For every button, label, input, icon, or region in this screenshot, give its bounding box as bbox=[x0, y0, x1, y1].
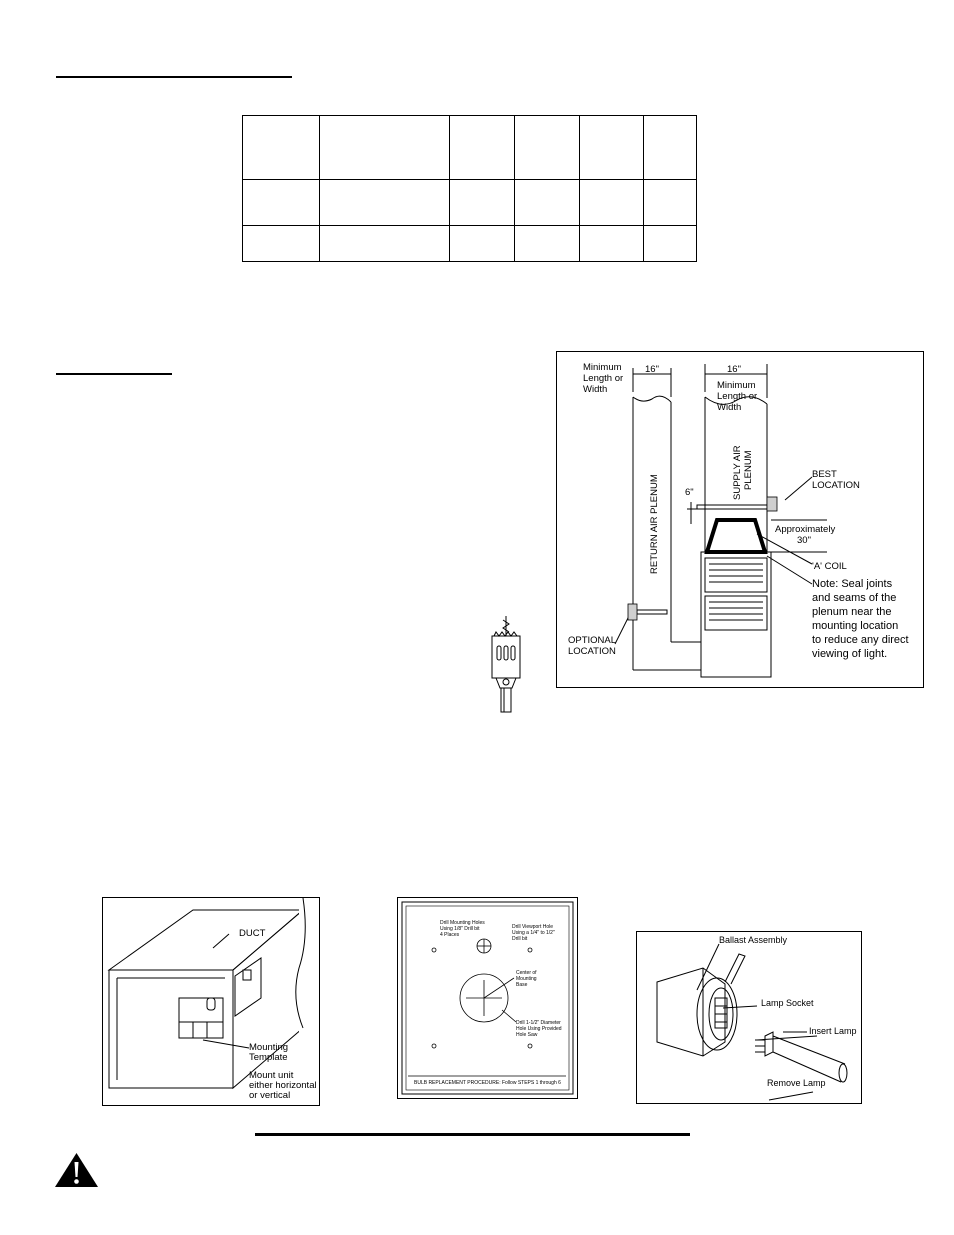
remove-label: Remove Lamp bbox=[767, 1078, 826, 1088]
heading-underline-top bbox=[56, 76, 292, 78]
center-label-1: Center of bbox=[516, 970, 537, 976]
table-cell bbox=[320, 116, 450, 180]
drill-viewport-2: Using a 1/4" to 1/2" bbox=[512, 930, 555, 936]
min-length-left-2: Length or bbox=[583, 373, 624, 384]
table-cell bbox=[515, 180, 580, 226]
table-cell bbox=[243, 226, 320, 262]
mount-unit-1: Mount unit bbox=[249, 1070, 294, 1081]
template-footer: BULB REPLACEMENT PROCEDURE: Follow STEPS 1 through 6 bbox=[414, 1080, 561, 1086]
center-label-2: Mounting bbox=[516, 976, 537, 982]
template-diagram bbox=[398, 898, 577, 1098]
table-cell bbox=[580, 180, 644, 226]
warning-heading-rule bbox=[255, 1133, 690, 1136]
mounting-template-1: Mounting bbox=[249, 1042, 289, 1053]
mounting-template-figure bbox=[397, 897, 578, 1099]
dim-6-label: 6" bbox=[685, 487, 694, 498]
min-length-right-2: Length or bbox=[717, 391, 758, 402]
table-row bbox=[243, 116, 697, 180]
optional-location-2: LOCATION bbox=[568, 646, 616, 657]
center-label-3: Base bbox=[516, 982, 528, 988]
table-cell bbox=[580, 226, 644, 262]
min-length-right-3: Width bbox=[717, 402, 742, 413]
table-cell bbox=[515, 226, 580, 262]
drill-mounting-2: Using 1/8" Drill bit bbox=[440, 926, 480, 932]
best-location-1: BEST bbox=[812, 469, 837, 480]
mount-unit-2: either horizontal bbox=[249, 1080, 317, 1091]
drill-mounting-1: Drill Mounting Holes bbox=[440, 920, 485, 926]
duct-diagram bbox=[103, 898, 319, 1105]
table-cell bbox=[243, 180, 320, 226]
note-line-5: to reduce any direct bbox=[812, 634, 909, 646]
optional-location-1: OPTIONAL bbox=[568, 635, 617, 646]
ballast-label: Ballast Assembly bbox=[719, 935, 788, 945]
table-cell bbox=[320, 180, 450, 226]
hole-saw-icon bbox=[482, 616, 530, 714]
table-cell bbox=[644, 226, 697, 262]
min-length-left-1: Minimum bbox=[583, 362, 622, 373]
optional-location-marker bbox=[628, 604, 637, 620]
best-location-marker bbox=[767, 497, 777, 511]
table-row bbox=[243, 226, 697, 262]
table-cell bbox=[580, 116, 644, 180]
mounting-template-2: Template bbox=[249, 1052, 288, 1063]
drill-viewport-1: Drill Viewport Hole bbox=[512, 924, 554, 930]
drill-mounting-3: 4 Places bbox=[440, 932, 460, 938]
approx-label-2: 30" bbox=[797, 535, 811, 546]
plenum-installation-figure bbox=[556, 351, 924, 688]
drill-large-1: Drill 1-1/2" Diameter bbox=[516, 1020, 561, 1026]
note-line-6: viewing of light. bbox=[812, 648, 888, 660]
table-row bbox=[243, 180, 697, 226]
table-cell bbox=[644, 180, 697, 226]
note-line-3: plenum near the bbox=[812, 606, 892, 618]
note-line-2: and seams of the bbox=[812, 592, 897, 604]
supply-plenum-label-1: SUPPLY AIR bbox=[732, 445, 743, 500]
mount-unit-3: or vertical bbox=[249, 1090, 291, 1101]
note-line-1: Note: Seal joints bbox=[812, 578, 893, 590]
drill-viewport-3: Drill bit bbox=[512, 936, 528, 942]
a-coil-shape bbox=[707, 520, 765, 552]
table-cell bbox=[243, 116, 320, 180]
dim-right-label: 16" bbox=[727, 364, 741, 375]
table-cell bbox=[644, 116, 697, 180]
return-plenum-label: RETURN AIR PLENUM bbox=[649, 474, 660, 574]
lamp-diagram bbox=[637, 932, 861, 1103]
supply-plenum-label-2: PLENUM bbox=[743, 450, 754, 490]
min-length-right-1: Minimum bbox=[717, 380, 756, 391]
table-cell bbox=[320, 226, 450, 262]
duct-label: DUCT bbox=[239, 928, 266, 939]
table-cell bbox=[515, 116, 580, 180]
table-cell bbox=[450, 116, 515, 180]
drill-large-3: Hole Saw bbox=[516, 1032, 538, 1038]
table-cell bbox=[450, 180, 515, 226]
insert-label: Insert Lamp bbox=[809, 1026, 857, 1036]
note-line-4: mounting location bbox=[812, 620, 899, 632]
table-cell bbox=[450, 226, 515, 262]
a-coil-label: 'A' COIL bbox=[812, 561, 847, 572]
heading-underline-section bbox=[56, 373, 172, 375]
approx-label-1: Approximately bbox=[775, 524, 836, 535]
warning-triangle-icon bbox=[54, 1152, 99, 1188]
dim-left-label: 16" bbox=[645, 364, 659, 375]
drill-large-2: Hole Using Provided bbox=[516, 1026, 562, 1032]
duct-mounting-figure bbox=[102, 897, 320, 1106]
plenum-diagram bbox=[557, 352, 923, 687]
lamp-replacement-figure bbox=[636, 931, 862, 1104]
spec-table bbox=[242, 115, 697, 262]
min-length-left-3: Width bbox=[583, 384, 608, 395]
socket-label: Lamp Socket bbox=[761, 998, 814, 1008]
best-location-2: LOCATION bbox=[812, 480, 860, 491]
